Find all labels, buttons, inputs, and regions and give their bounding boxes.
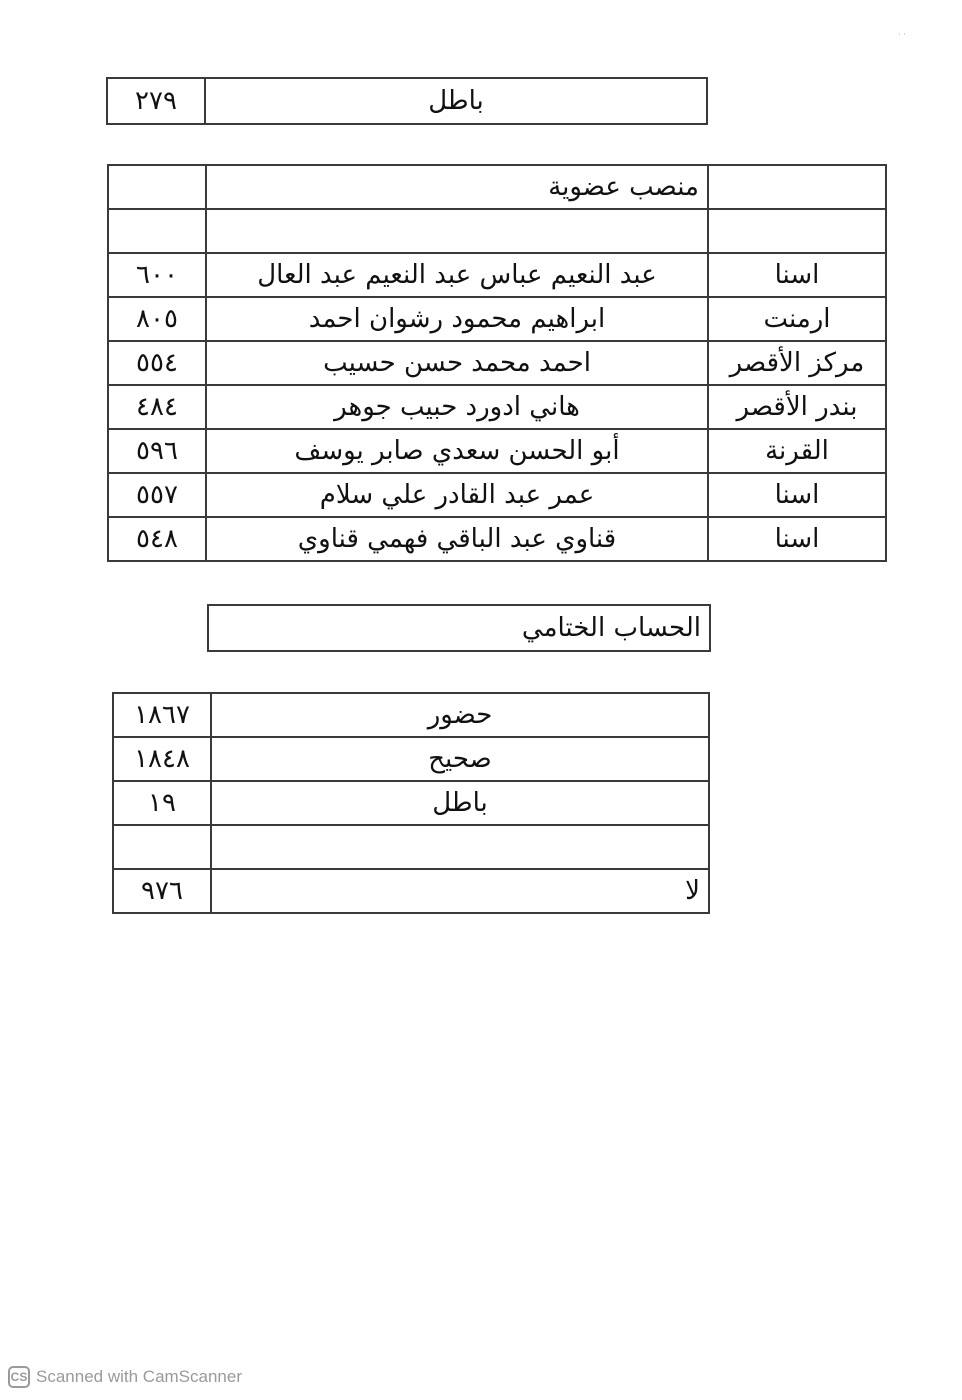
area-cell: بندر الأقصر xyxy=(708,385,886,429)
candidate-name-cell: أبو الحسن سعدي صابر يوسف xyxy=(206,429,708,473)
table-row xyxy=(208,605,710,651)
camscanner-watermark xyxy=(8,1366,242,1388)
table-row xyxy=(108,297,886,341)
empty-cell xyxy=(108,209,206,253)
area-cell: اسنا xyxy=(708,473,886,517)
watermark-text: Scanned with CamScanner xyxy=(36,1367,243,1386)
candidate-name-cell: قناوي عبد الباقي فهمي قناوي xyxy=(206,517,708,561)
table-row xyxy=(113,737,709,781)
final-value-cell: ١٩ xyxy=(113,781,211,825)
table-row xyxy=(113,781,709,825)
table-row xyxy=(108,429,886,473)
final-label-cell: حضور xyxy=(211,693,709,737)
final-account-title: الحساب الختامي xyxy=(208,605,710,651)
candidate-name-cell: ابراهيم محمود رشوان احمد xyxy=(206,297,708,341)
table-row xyxy=(108,253,886,297)
invalid-label: باطل xyxy=(205,78,707,124)
empty-cell xyxy=(708,165,886,209)
table-row xyxy=(108,209,886,253)
votes-cell: ٥٩٦ xyxy=(108,429,206,473)
scan-speck: · · xyxy=(898,30,906,39)
camscanner-logo-icon: CS xyxy=(8,1366,30,1388)
table-row xyxy=(108,385,886,429)
table-row xyxy=(113,825,709,869)
table-row xyxy=(108,473,886,517)
final-label-cell: باطل xyxy=(211,781,709,825)
invalid-summary-table xyxy=(106,77,708,125)
votes-cell: ٥٤٨ xyxy=(108,517,206,561)
votes-cell: ٥٥٤ xyxy=(108,341,206,385)
table-header-row xyxy=(108,165,886,209)
table-row xyxy=(107,78,707,124)
area-cell: ارمنت xyxy=(708,297,886,341)
final-value-cell: ١٨٦٧ xyxy=(113,693,211,737)
final-label-cell: صحيح xyxy=(211,737,709,781)
empty-cell xyxy=(708,209,886,253)
final-label-cell xyxy=(211,825,709,869)
membership-title: منصب عضوية xyxy=(206,165,708,209)
votes-cell: ٤٨٤ xyxy=(108,385,206,429)
candidate-name-cell: عبد النعيم عباس عبد النعيم عبد العال xyxy=(206,253,708,297)
area-cell: اسنا xyxy=(708,253,886,297)
area-cell: القرنة xyxy=(708,429,886,473)
area-cell: اسنا xyxy=(708,517,886,561)
final-value-cell: ٩٧٦ xyxy=(113,869,211,913)
final-label-cell: لا xyxy=(211,869,709,913)
final-value-cell: ١٨٤٨ xyxy=(113,737,211,781)
membership-table xyxy=(107,164,887,562)
table-row xyxy=(108,517,886,561)
invalid-count: ٢٧٩ xyxy=(107,78,205,124)
candidate-name-cell: عمر عبد القادر علي سلام xyxy=(206,473,708,517)
candidate-name-cell: احمد محمد حسن حسيب xyxy=(206,341,708,385)
final-value-cell xyxy=(113,825,211,869)
empty-cell xyxy=(108,165,206,209)
votes-cell: ٨٠٥ xyxy=(108,297,206,341)
table-row xyxy=(113,693,709,737)
table-row xyxy=(113,869,709,913)
votes-cell: ٥٥٧ xyxy=(108,473,206,517)
candidate-name-cell: هاني ادورد حبيب جوهر xyxy=(206,385,708,429)
final-account-table xyxy=(112,692,710,914)
final-account-title-box xyxy=(207,604,711,652)
votes-cell: ٦٠٠ xyxy=(108,253,206,297)
empty-cell xyxy=(206,209,708,253)
area-cell: مركز الأقصر xyxy=(708,341,886,385)
table-row xyxy=(108,341,886,385)
